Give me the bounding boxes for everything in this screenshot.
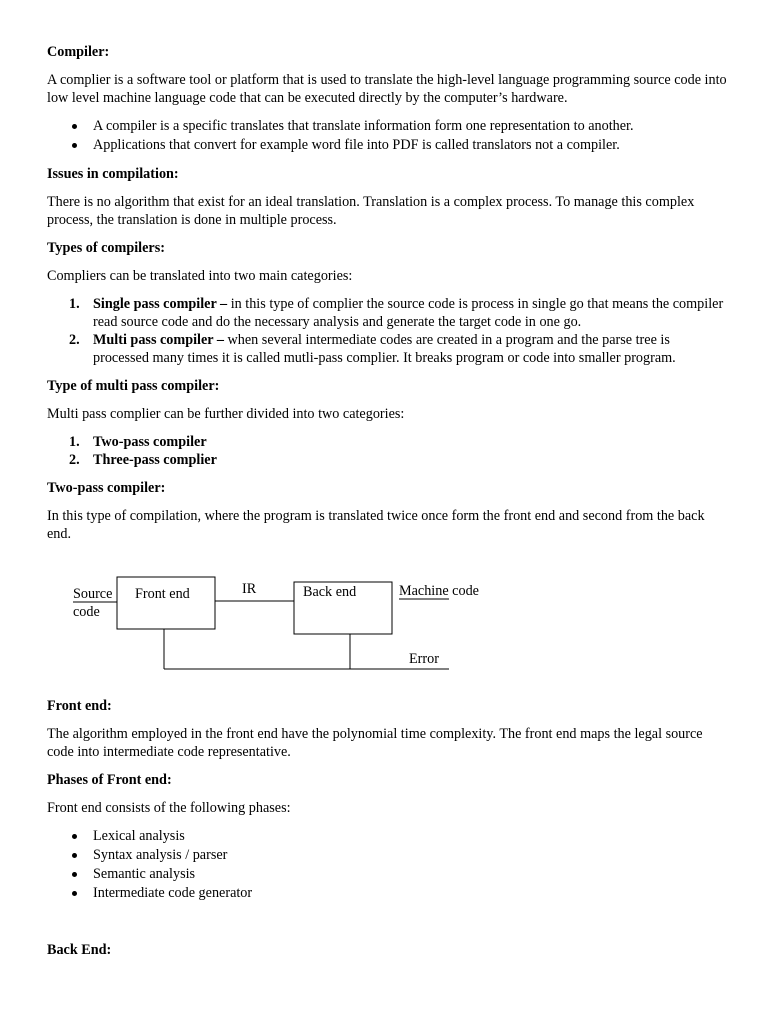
twopass-heading: Two-pass compiler: [47,480,166,496]
list-item [47,433,727,451]
phases-heading: Phases of Front end: [47,772,172,788]
back-end-label: Back end [303,584,357,600]
list-item: A compiler is a specific translates that translate information form one representation to another. [47,117,727,136]
issues-heading: Issues in compilation: [47,166,179,182]
list-text: when several intermediate codes are created in a program and the parse tree is processed many times it is called mutli-pass complier. It breaks program or code into smaller program. [93,332,676,366]
list-term: Three-pass complier [93,452,217,468]
twopass-paragraph: In this type of compilation, where the program is translated twice once form the front end and second from the back end. [47,508,705,542]
list-item: Applications that convert for example word file into PDF is called translators not a compiler. [47,136,727,155]
two-pass-diagram [47,549,727,697]
frontend-heading: Front end: [47,698,112,714]
list-item: Syntax analysis / parser [47,846,727,865]
front-end-label: Front end [135,586,190,602]
ir-label: IR [242,581,257,597]
compiler-bullet-list [47,117,727,155]
code-label: code [73,604,100,620]
error-label: Error [409,651,439,667]
list-number: 2. [69,332,80,348]
list-term: Two-pass compiler [93,434,207,450]
multipass-paragraph: Multi pass complier can be further divided into two categories: [47,406,405,422]
issues-paragraph: There is no algorithm that exist for an ideal translation. Translation is a complex process. To manage this complex process, the translation is done in multiple process. [47,194,695,228]
compiler-paragraph: A complier is a software tool or platform that is used to translate the high-level language programming source code into low level machine language code that can be executed directly by the computer’s hardware. [47,72,727,106]
list-item [47,295,727,331]
backend-heading: Back End: [47,942,112,958]
phases-bullet-list [47,827,727,903]
list-item: Lexical analysis [47,827,727,846]
machine-code-label: Machine code [399,583,479,599]
document-page [47,43,727,959]
multipass-heading: Type of multi pass compiler: [47,378,220,394]
types-heading: Types of compilers: [47,240,165,256]
list-text: in this type of complier the source code is process in single go that means the compiler read source code and do the necessary analysis and generate the target code in one go. [93,296,724,330]
diagram-lines [47,549,507,697]
frontend-paragraph: The algorithm employed in the front end have the polynomial time complexity. The front end maps the legal source code into intermediate code representative. [47,726,703,760]
list-item: Intermediate code generator [47,884,727,903]
list-number: 1. [69,296,80,312]
multipass-numbered-list [47,433,727,469]
list-item: Semantic analysis [47,865,727,884]
list-term: Multi pass compiler – [93,332,224,348]
list-item [47,451,727,469]
types-numbered-list [47,295,727,367]
list-term: Single pass compiler – [93,296,228,312]
types-paragraph: Compliers can be translated into two main categories: [47,268,353,284]
list-number: 2. [69,452,80,468]
source-label: Source [73,586,113,602]
list-number: 1. [69,434,80,450]
list-item [47,331,727,367]
compiler-heading: Compiler: [47,44,110,60]
phases-paragraph: Front end consists of the following phases: [47,800,291,816]
